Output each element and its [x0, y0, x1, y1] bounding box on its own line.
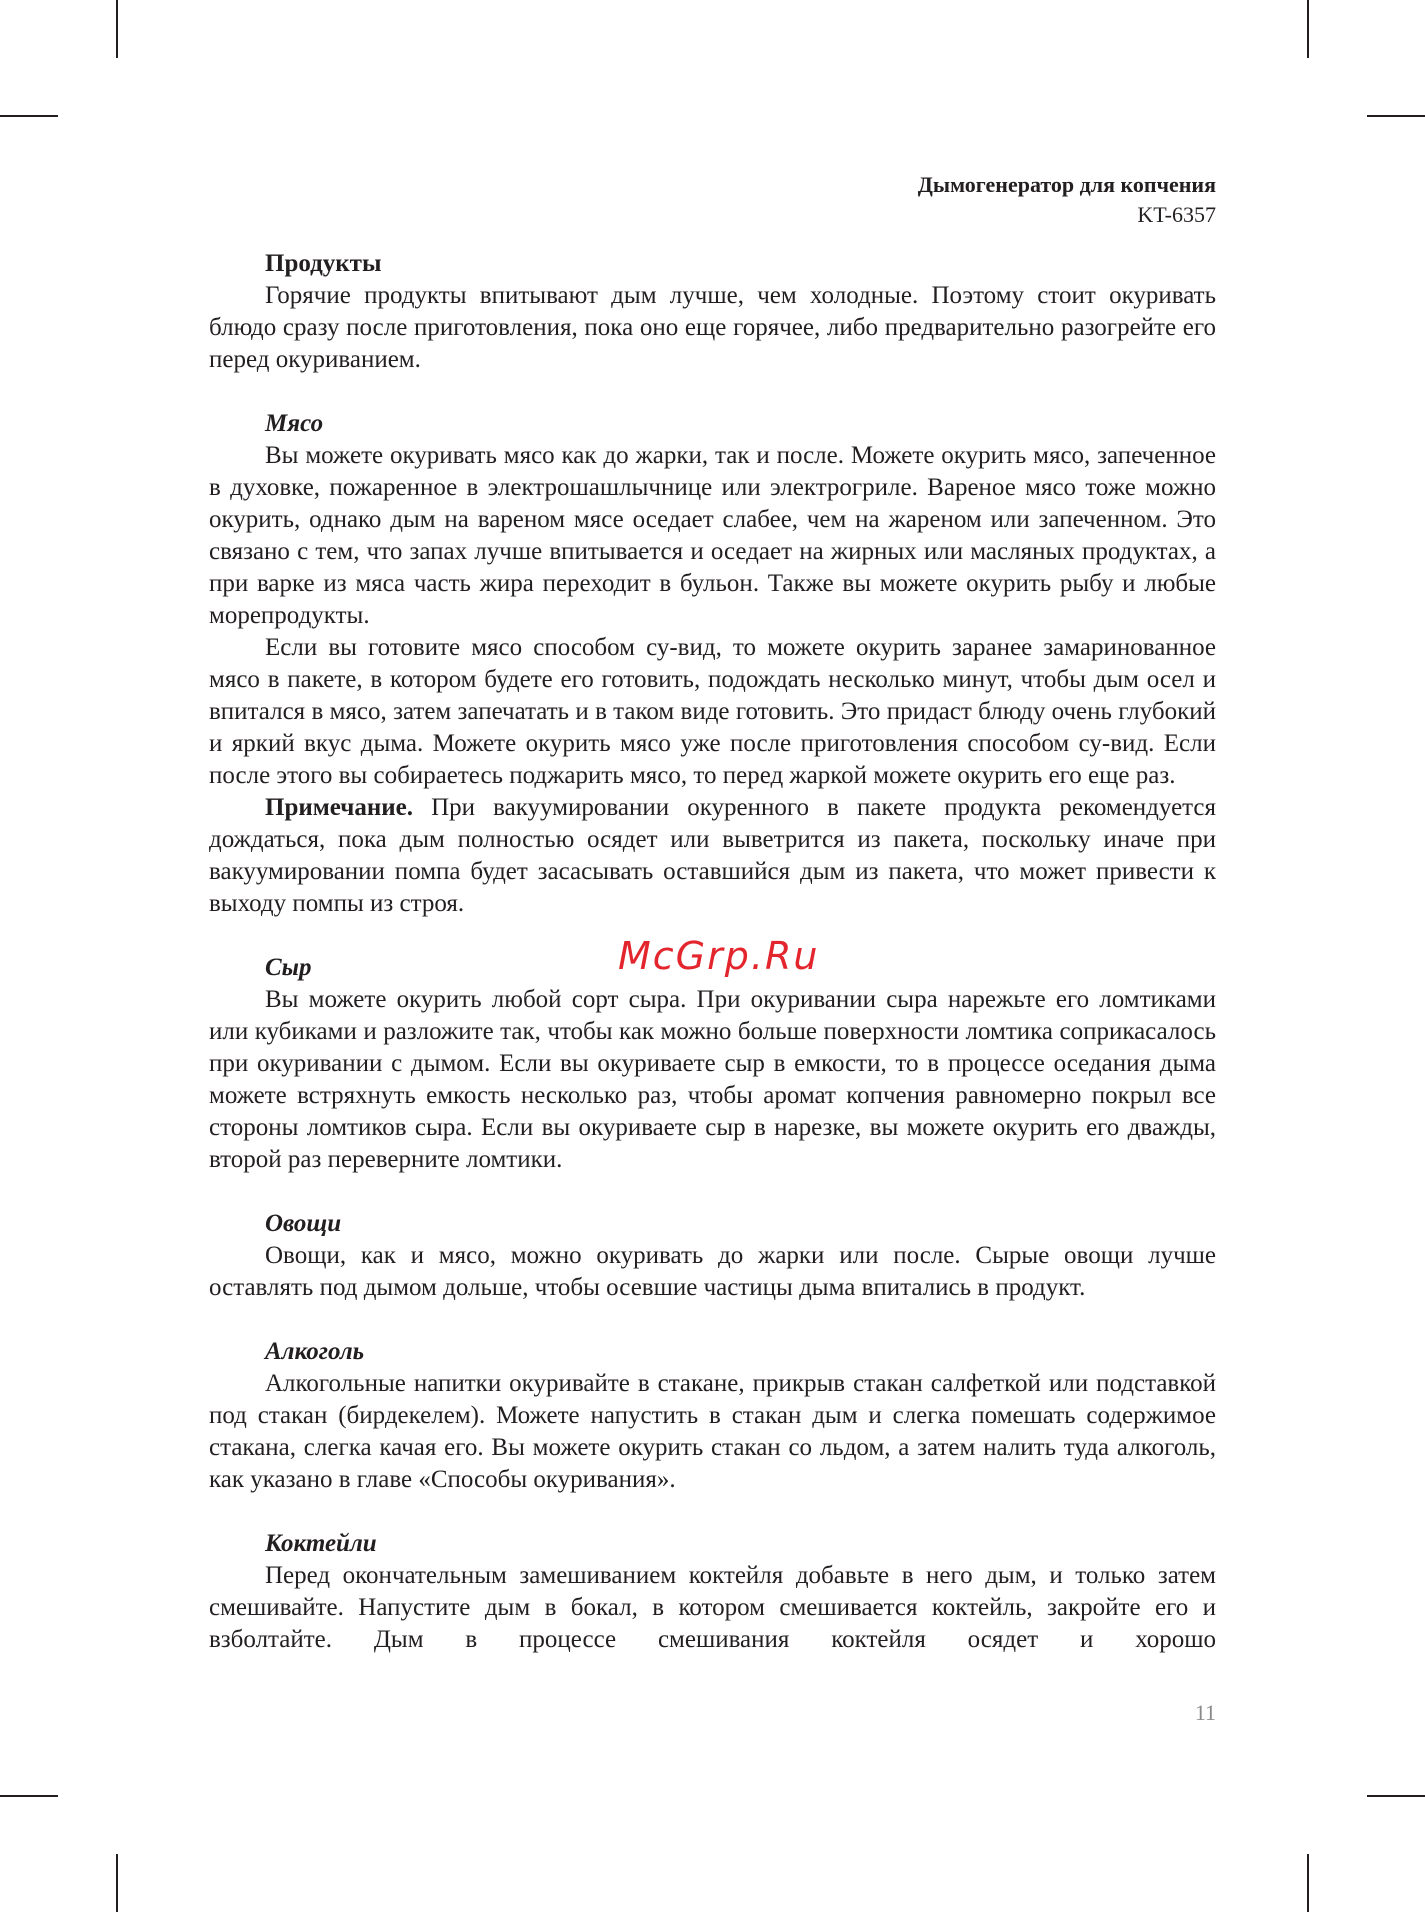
running-header — [918, 170, 1216, 230]
crop-mark-bottom-right — [1307, 1854, 1309, 1912]
paragraph: Овощи, как и мясо, можно окуривать до жарки или после. Сырые овощи лучше оставлять под дымом дольше, чтобы осевшие частицы дыма впитались в продукт. — [209, 1242, 1216, 1301]
paragraph: Если вы готовите мясо способом су-вид, то можете окурить заранее замаринованное мясо в пакете, в котором будете его готовить, подождать несколько минут, чтобы дым осел и впитался в мясо, затем запечатать и в таком виде готовить. Это придаст блюду очень глубокий и яркий вкус дыма. Можете окурить мясо уже после приготовления способом су-вид. Если после этого вы собираетесь поджарить мясо, то перед жаркой можете окурить его еще раз. — [209, 634, 1216, 789]
note-label: Примечание. — [265, 794, 414, 821]
page-number: 11 — [1194, 1700, 1216, 1725]
section-products — [209, 248, 1216, 280]
section-heading: Мясо — [265, 410, 324, 437]
crop-mark-bottom-left-h — [0, 1795, 58, 1797]
watermark: McGrp.Ru — [618, 934, 820, 978]
header-model: KT-6357 — [1137, 202, 1216, 227]
paragraph: Алкогольные напитки окуривайте в стакане, прикрыв стакан салфеткой или подставкой под стакан (бирдекелем). Можете напустить в стакан дым и слегка помешать содержимое стакана, слегка качая его. Вы можете окурить стакан со льдом, а затем налить туда алкоголь, как указано в главе «Способы окуривания». — [209, 1370, 1216, 1493]
section-heading: Коктейли — [265, 1530, 377, 1557]
paragraph: Вы можете окурить любой сорт сыра. При окуривании сыра нарежьте его ломтиками или кубиками и разложите так, чтобы как можно больше поверхности ломтика соприкасалось при окуривании с дымом. Если вы окуриваете сыр в емкости, то в процессе оседания дыма можете встряхнуть емкость несколько раз, чтобы аромат копчения равномерно покрыл все стороны ломтиков сыра. Если вы окуриваете сыр в нарезке, вы можете окурить его дважды, второй раз переверните ломтики. — [209, 986, 1216, 1173]
crop-mark-top-right — [1307, 0, 1309, 58]
paragraph: Горячие продукты впитывают дым лучше, чем холодные. Поэтому стоит окуривать блюдо сразу после приготовления, пока оно еще горячее, либо предварительно разогрейте его перед окуриванием. — [209, 282, 1216, 373]
paragraph: Вы можете окуривать мясо как до жарки, так и после. Можете окурить мясо, запеченное в духовке, пожаренное в электрошашлычнице или электрогриле. Вареное мясо тоже можно окурить, однако дым на вареном мясе оседает слабее, чем на жареном или запеченном. Это связано с тем, что запах лучше впитывается и оседает на жирных или масляных продуктах, а при варке из мяса часть жира переходит в бульон. Также вы можете окурить рыбу и любые морепродукты. — [209, 442, 1216, 629]
section-vegetables — [209, 1208, 1216, 1240]
crop-mark-bottom-left — [116, 1854, 118, 1912]
header-title: Дымогенератор для копчения — [917, 172, 1216, 197]
paragraph: Перед окончательным замешиванием коктейля добавьте в него дым, и только затем смешивайте. Напустите дым в бокал, в котором смешивается коктейль, закройте его и взболтайте. Дым в процессе смешивания коктейля осядет и хорошо — [209, 1562, 1216, 1653]
section-cocktails — [209, 1528, 1216, 1560]
crop-mark-bottom-right-h — [1367, 1795, 1425, 1797]
section-heading: Овощи — [265, 1210, 342, 1237]
note-text: При вакуумировании окуренного в пакете продукта рекомендуется дождаться, пока дым полностью осядет или выветрится из пакета, поскольку иначе при вакуумировании помпа будет засасывать оставшийся дым из пакета, что может привести к выходу помпы из строя. — [209, 794, 1216, 917]
crop-mark-top-left-h — [0, 115, 58, 117]
section-meat — [209, 408, 1216, 440]
section-heading: Продукты — [265, 250, 382, 277]
crop-mark-top-right-h — [1367, 115, 1425, 117]
section-heading: Алкоголь — [265, 1338, 365, 1365]
note-paragraph — [209, 792, 1216, 920]
section-heading: Сыр — [265, 954, 312, 981]
crop-mark-top-left — [116, 0, 118, 58]
section-alcohol — [209, 1336, 1216, 1368]
